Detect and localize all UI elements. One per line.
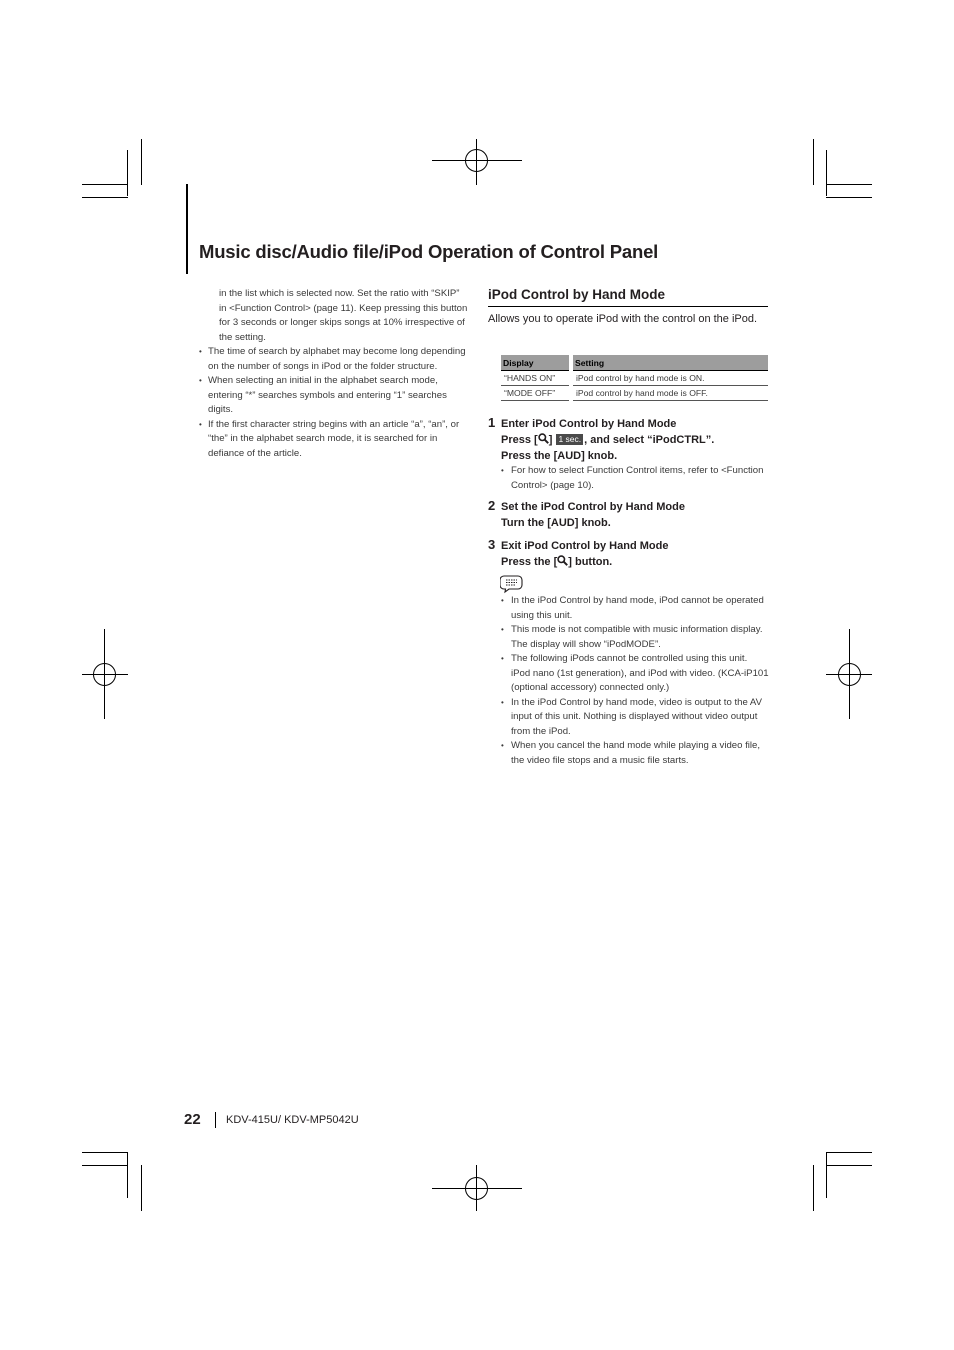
page-title: Music disc/Audio file/iPod Operation of Control Panel (199, 241, 659, 262)
note-icon (500, 574, 524, 594)
footer-separator (215, 1112, 216, 1128)
table-header: Setting (573, 355, 768, 371)
section-intro: Allows you to operate iPod with the control on the iPod. (488, 313, 758, 325)
step-text: Press [ (501, 434, 538, 446)
table-header-row (501, 355, 768, 371)
left-column (208, 287, 468, 461)
title-rule (186, 184, 188, 274)
step-number: 3 (488, 537, 496, 552)
model-name: KDV-415U/ KDV-MP5042U (226, 1114, 359, 1126)
search-key-icon (557, 555, 568, 566)
step-number: 1 (488, 415, 496, 430)
section-rule (488, 306, 768, 307)
step-instruction (501, 432, 714, 448)
continuation-text: in the list which is selected now. Set the ratio with “SKIP” in <Function Control> (page 11). Keep pressing this button for 3 seconds or longer skips songs at 10% irrespective of the setting. (219, 288, 468, 343)
list-item: • In the iPod Control by hand mode, video is output to the AV input of this unit. Nothing is displayed without video output from the iPod. (511, 696, 769, 740)
list-item: • If the first character string begins with an article “a”, “an”, or “the” in the alphabet search mode, it is searched for in defiance of the article. (208, 418, 468, 462)
hold-badge: 1 sec. (558, 434, 582, 444)
step-text: , and select “iPodCTRL”. (584, 434, 715, 446)
table-cell: iPod control by hand mode is OFF. (573, 386, 768, 401)
step-instruction: Press the [AUD] knob. (501, 450, 618, 462)
list-item: • This mode is not compatible with music information display. The display will show “iPodMODE”. (511, 623, 769, 652)
step-note (511, 464, 766, 493)
step-title: Enter iPod Control by Hand Mode (501, 418, 677, 430)
table-row (501, 386, 768, 401)
list-item: • When you cancel the hand mode while playing a video file, the video file stops and a music file starts. (511, 739, 769, 768)
table-cell: iPod control by hand mode is ON. (573, 371, 768, 386)
step-text: ] (548, 434, 556, 446)
step-number: 2 (488, 498, 496, 513)
settings-table (501, 355, 768, 401)
search-key-icon (538, 433, 549, 444)
left-bullet-list (208, 345, 468, 461)
page-number: 22 (184, 1111, 201, 1128)
list-item: • In the iPod Control by hand mode, iPod cannot be operated using this unit. (511, 594, 769, 623)
table-cell: “MODE OFF” (501, 386, 569, 401)
table-row (501, 371, 768, 386)
step-instruction: Turn the [AUD] knob. (501, 517, 611, 529)
list-item: • When selecting an initial in the alphabet search mode, entering “*” searches symbols and entering “1” searches digits. (208, 374, 468, 418)
step-text: Press the [ (501, 556, 558, 568)
step-instruction (501, 554, 612, 570)
list-item: • The following iPods cannot be controlled using this unit. iPod nano (1st generation), and iPod with video. (KCA-iP101 (optional accessory) connected only.) (511, 652, 769, 696)
section-heading: iPod Control by Hand Mode (488, 287, 665, 302)
step-title: Exit iPod Control by Hand Mode (501, 540, 669, 552)
step-title: Set the iPod Control by Hand Mode (501, 501, 685, 513)
table-cell: “HANDS ON” (501, 371, 569, 386)
list-item: • For how to select Function Control items, refer to <Function Control> (page 10). (511, 464, 766, 493)
notes-list (511, 594, 769, 768)
step-text: ] button. (568, 556, 613, 568)
list-item: • The time of search by alphabet may become long depending on the number of songs in iPod or the folder structure. (208, 345, 468, 374)
table-header: Display (501, 355, 569, 371)
